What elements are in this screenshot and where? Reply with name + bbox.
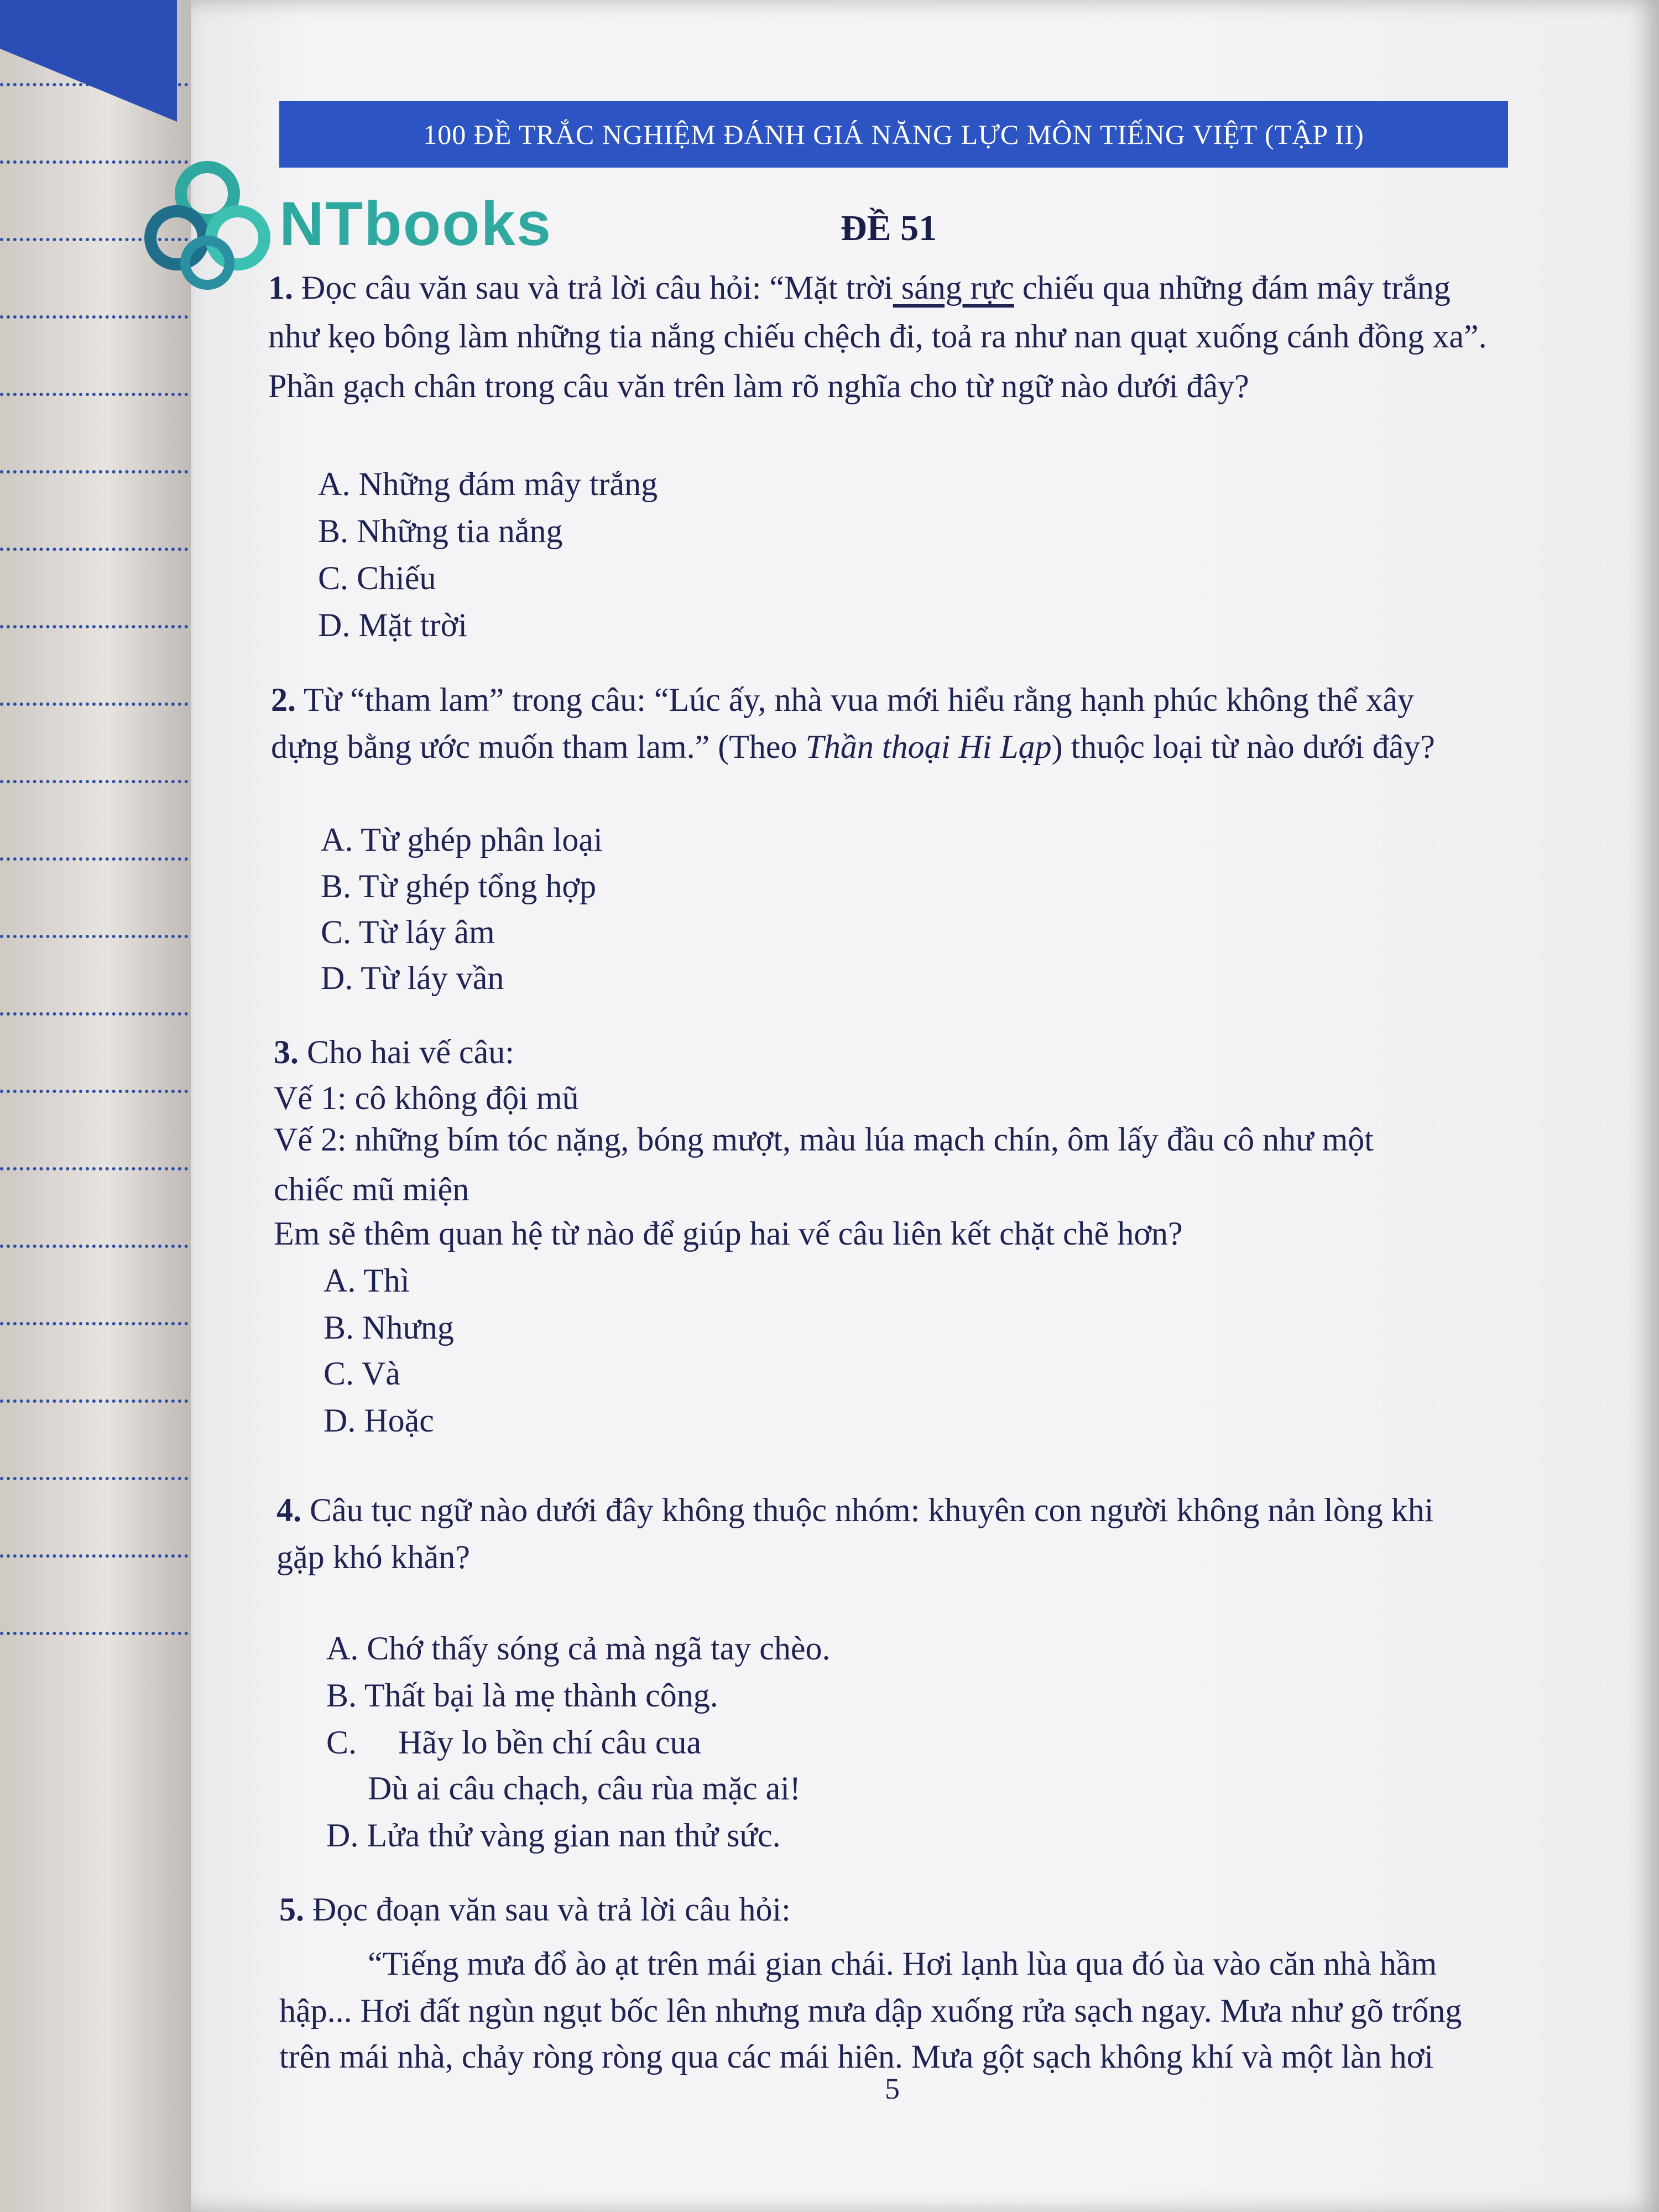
ruled-line [0, 857, 188, 861]
page-number: 5 [885, 2072, 900, 2105]
q4-option-c-line-2: Dù ai câu chạch, câu rùa mặc ai! [368, 1770, 801, 1807]
ruled-line [0, 625, 188, 628]
question-1-line-1 [268, 266, 1451, 310]
ruled-line [0, 1399, 188, 1403]
q1-text-a: Đọc câu văn sau và trả lời câu hỏi: “Mặt trời [293, 269, 893, 306]
q3-option-c: C. Và [324, 1355, 400, 1392]
ruled-line [0, 702, 188, 706]
ruled-line [0, 1632, 188, 1635]
q1-option-c: C. Chiếu [318, 560, 436, 596]
ruled-line [0, 935, 188, 938]
ruled-line [0, 470, 188, 473]
q4-option-a: A. Chớ thấy sóng cả mà ngã tay chèo. [326, 1630, 831, 1667]
q5-text: Đọc đoạn văn sau và trả lời câu hỏi: [304, 1891, 791, 1928]
q2-option-c: C. Từ láy âm [321, 914, 495, 950]
brand-name: NTbooks [279, 189, 552, 258]
ruled-line [0, 1477, 188, 1480]
book-header-title: 100 ĐỀ TRẮC NGHIỆM ĐÁNH GIÁ NĂNG LỰC MÔN TIẾNG VIỆT (TẬP II) [423, 119, 1364, 150]
question-3-line-3: Vế 2: những bím tóc nặng, bóng mượt, màu lúa mạch chín, ôm lấy đầu cô như một [274, 1121, 1374, 1158]
q1-option-a: A. Những đám mây trắng [318, 466, 658, 502]
q3-option-b: B. Nhưng [324, 1309, 454, 1346]
ruled-line [0, 1167, 188, 1170]
question-5-passage-line-3: trên mái nhà, chảy ròng ròng qua các mái hiên. Mưa gột sạch không khí và một làn hơi [279, 2038, 1434, 2075]
question-1-number: 1. [268, 269, 293, 306]
question-4-number: 4. [276, 1492, 301, 1528]
book-header-bar [279, 101, 1508, 168]
exam-title: ĐỀ 51 [841, 208, 937, 248]
q2-source-italic: Thần thoại Hi Lạp [805, 728, 1052, 765]
question-2-number: 2. [271, 681, 296, 718]
question-1-line-3: Phần gạch chân trong câu văn trên làm rõ nghĩa cho từ ngữ nào dưới đây? [268, 368, 1249, 404]
ntbooks-logo-icon [138, 155, 276, 293]
q1-option-d: D. Mặt trời [318, 607, 468, 643]
q1-underlined-phrase: sáng rực [893, 269, 1014, 306]
q2-option-a: A. Từ ghép phân loại [321, 821, 603, 858]
question-3-line-2: Vế 1: cô không đội mũ [274, 1080, 579, 1116]
q3-option-d: D. Hoặc [324, 1402, 434, 1439]
question-2-line-2 [271, 725, 1435, 769]
notebook-binding [0, 0, 194, 2212]
q1-text-b: chiếu qua những đám mây trắng [1014, 269, 1451, 306]
q4-option-b: B. Thất bại là mẹ thành công. [326, 1677, 718, 1714]
q2-text-a: dựng bằng ước muốn tham lam.” (Theo [271, 728, 806, 765]
ruled-line [0, 83, 188, 86]
question-5-number: 5. [279, 1891, 304, 1928]
question-3-line-5: Em sẽ thêm quan hệ từ nào để giúp hai vế câu liên kết chặt chẽ hơn? [274, 1215, 1183, 1252]
q2-text: Từ “tham lam” trong câu: “Lúc ấy, nhà vua mới hiểu rằng hạnh phúc không thể xây [296, 681, 1414, 718]
ruled-line [0, 315, 188, 319]
q2-option-b: B. Từ ghép tổng hợp [321, 868, 597, 904]
question-1-line-2: như kẹo bông làm những tia nắng chiếu chệch đi, toả ra như nan quạt xuống cánh đồng xa”. [268, 318, 1487, 355]
question-5-passage-line-2: hập... Hơi đất ngùn ngụt bốc lên nhưng mưa dập xuống rửa sạch ngay. Mưa như gõ trống [279, 1992, 1462, 2029]
question-2-line-1 [271, 678, 1414, 722]
ruled-line [0, 1322, 188, 1325]
q4-option-d: D. Lửa thử vàng gian nan thử sức. [326, 1817, 781, 1854]
q3-option-a: A. Thì [324, 1262, 410, 1299]
ruled-line [0, 1090, 188, 1093]
question-4-line-2: gặp khó khăn? [276, 1539, 470, 1575]
q4-option-c: C. Hãy lo bền chí câu cua [326, 1724, 702, 1761]
ruled-line [0, 1554, 188, 1558]
q3-text: Cho hai vế câu: [299, 1034, 514, 1070]
question-4-line-1 [276, 1488, 1433, 1532]
ruled-line [0, 393, 188, 396]
blue-cover-corner [0, 0, 177, 122]
q4-text: Câu tục ngữ nào dưới đây không thuộc nhóm: khuyên con người không nản lòng khi [301, 1492, 1434, 1528]
q1-option-b: B. Những tia nắng [318, 513, 563, 549]
ruled-line [0, 780, 188, 783]
ruled-line [0, 1012, 188, 1016]
question-3-line-1 [274, 1030, 514, 1074]
question-5-passage-line-1: “Tiếng mưa đổ ào ạt trên mái gian chái. Hơi lạnh lùa qua đó ùa vào căn nhà hầm [368, 1945, 1437, 1982]
q2-text-b: ) thuộc loại từ nào dưới đây? [1051, 728, 1435, 765]
question-3-line-4: chiếc mũ miện [274, 1171, 469, 1208]
q2-option-d: D. Từ láy vần [321, 960, 504, 996]
question-5-line-1 [279, 1887, 791, 1932]
question-3-number: 3. [274, 1034, 299, 1070]
ruled-line [0, 1245, 188, 1248]
ruled-line [0, 548, 188, 551]
